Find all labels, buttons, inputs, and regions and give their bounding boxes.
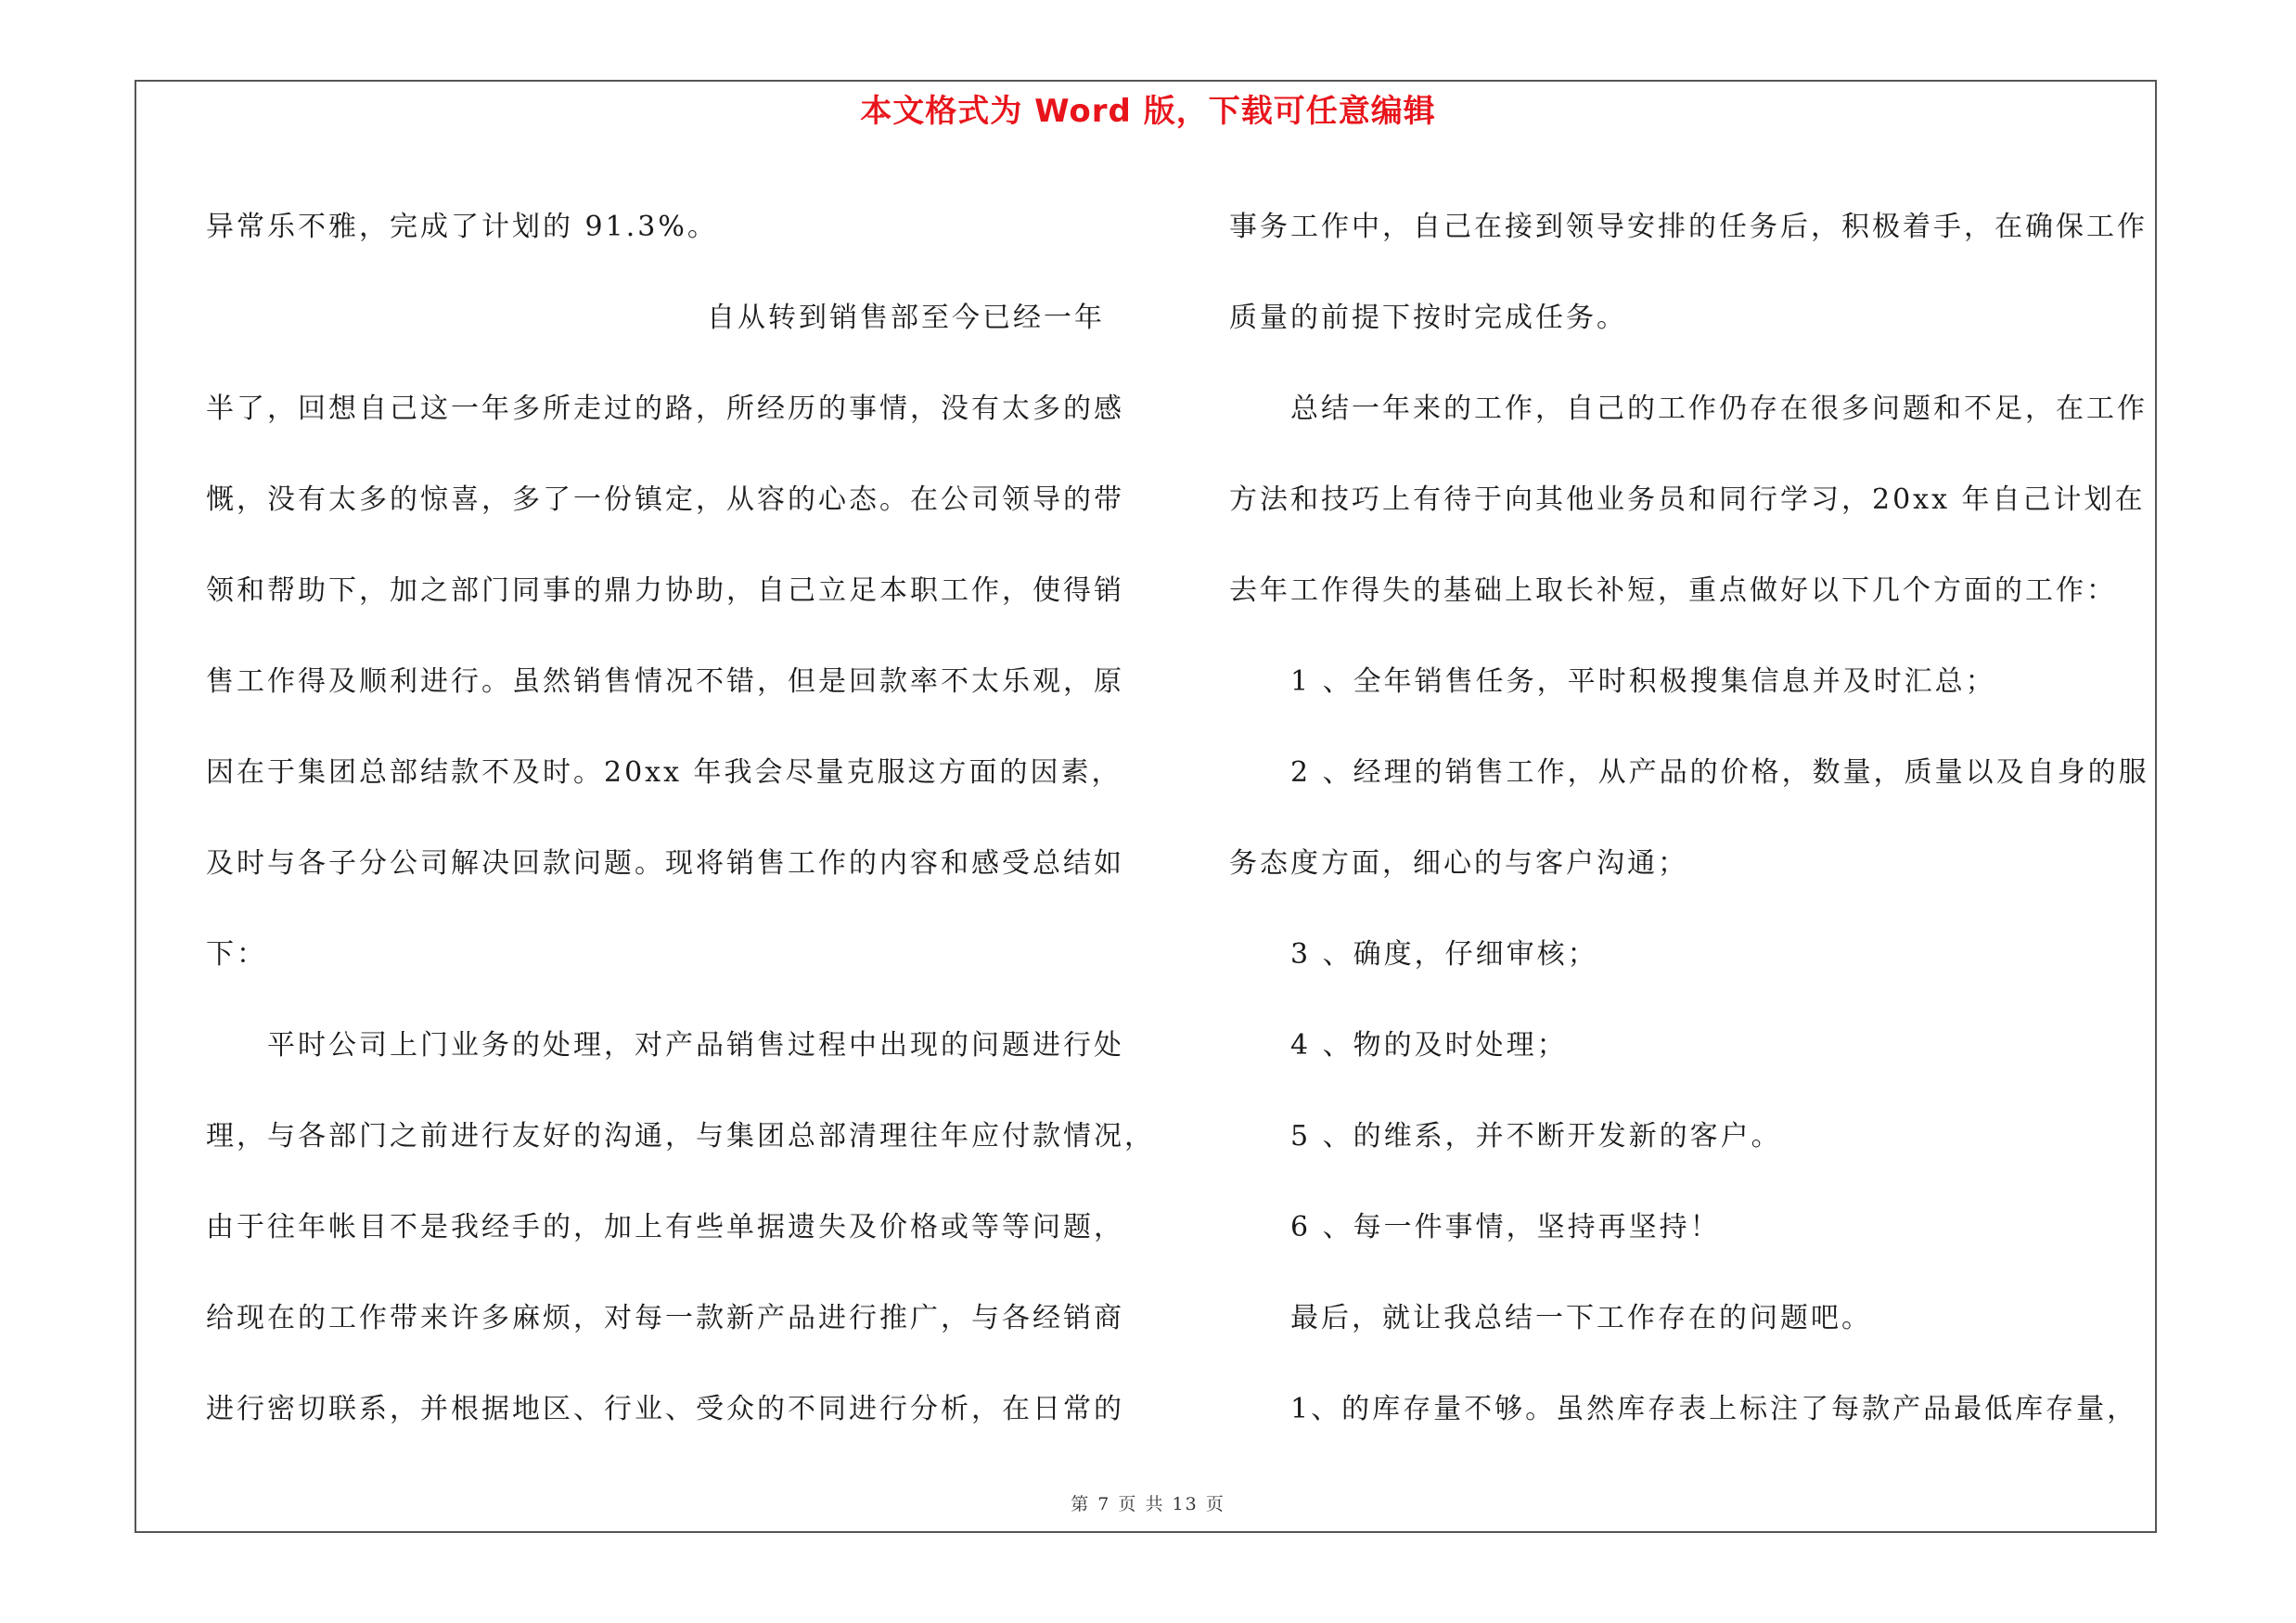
text-line: 售工作得及顺利进行。虽然销售情况不错，但是回款率不太乐观，原 — [206, 665, 1124, 698]
text-line: 总结一年来的工作，自己的工作仍存在很多问题和不足，在工作 — [1290, 393, 2148, 425]
text-line: 及时与各子分公司解决回款问题。现将销售工作的内容和感受总结如 — [206, 847, 1124, 880]
right-text-column — [1229, 182, 2157, 1455]
text-line: 异常乐不雅，完成了计划的 91.3%。 — [206, 211, 718, 243]
text-line: 自从转到销售部至今已经一年 — [707, 302, 1105, 334]
text-line: 事务工作中，自己在接到领导安排的任务后，积极着手，在确保工作 — [1229, 211, 2148, 243]
text-line: 理，与各部门之前进行友好的沟通，与集团总部清理往年应付款情况， — [206, 1120, 1155, 1153]
text-line: 由于往年帐目不是我经手的，加上有些单据遗失及价格或等等问题， — [206, 1211, 1124, 1243]
list-item: 1、的库存量不够。虽然库存表上标注了每款产品最低库存量， — [1290, 1393, 2138, 1425]
text-line: 因在于集团总部结款不及时。20xx 年我会尽量克服这方面的因素， — [206, 756, 1122, 789]
list-item: 3 、确度，仔细审核； — [1290, 938, 1598, 971]
text-line: 给现在的工作带来许多麻烦，对每一款新产品进行推广，与各经销商 — [206, 1302, 1124, 1334]
text-line: 最后，就让我总结一下工作存在的问题吧。 — [1290, 1302, 1872, 1334]
text-line: 下： — [206, 938, 267, 971]
list-item: 5 、的维系，并不断开发新的客户。 — [1290, 1120, 1782, 1153]
list-item: 4 、物的及时处理； — [1290, 1029, 1568, 1062]
text-line: 平时公司上门业务的处理，对产品销售过程中出现的问题进行处 — [267, 1029, 1124, 1062]
left-text-column — [206, 182, 1155, 1455]
list-item: 2 、经理的销售工作，从产品的价格，数量，质量以及自身的服 — [1290, 756, 2149, 789]
page-number: 第 7 页 共 13 页 — [1071, 1494, 1225, 1514]
text-line: 务态度方面，细心的与客户沟通； — [1229, 847, 1688, 880]
text-line: 半了，回想自己这一年多所走过的路，所经历的事情，没有太多的感 — [206, 393, 1124, 425]
text-line: 领和帮助下，加之部门同事的鼎力协助，自己立足本职工作，使得销 — [206, 574, 1124, 607]
text-line: 慨，没有太多的惊喜，多了一份镇定，从容的心态。在公司领导的带 — [206, 483, 1124, 516]
list-item: 1 、全年销售任务，平时积极搜集信息并及时汇总； — [1290, 665, 1996, 698]
text-line: 进行密切联系，并根据地区、行业、受众的不同进行分析，在日常的 — [206, 1393, 1124, 1425]
text-line: 质量的前提下按时完成任务。 — [1229, 302, 1627, 334]
text-line: 方法和技巧上有待于向其他业务员和同行学习，20xx 年自己计划在 — [1229, 483, 2146, 516]
text-line: 去年工作得失的基础上取长补短，重点做好以下几个方面的工作： — [1229, 574, 2117, 607]
edit-banner: 本文格式为 Word 版，下载可任意编辑 — [860, 93, 1436, 130]
list-item: 6 、每一件事情，坚持再坚持！ — [1290, 1211, 1721, 1243]
